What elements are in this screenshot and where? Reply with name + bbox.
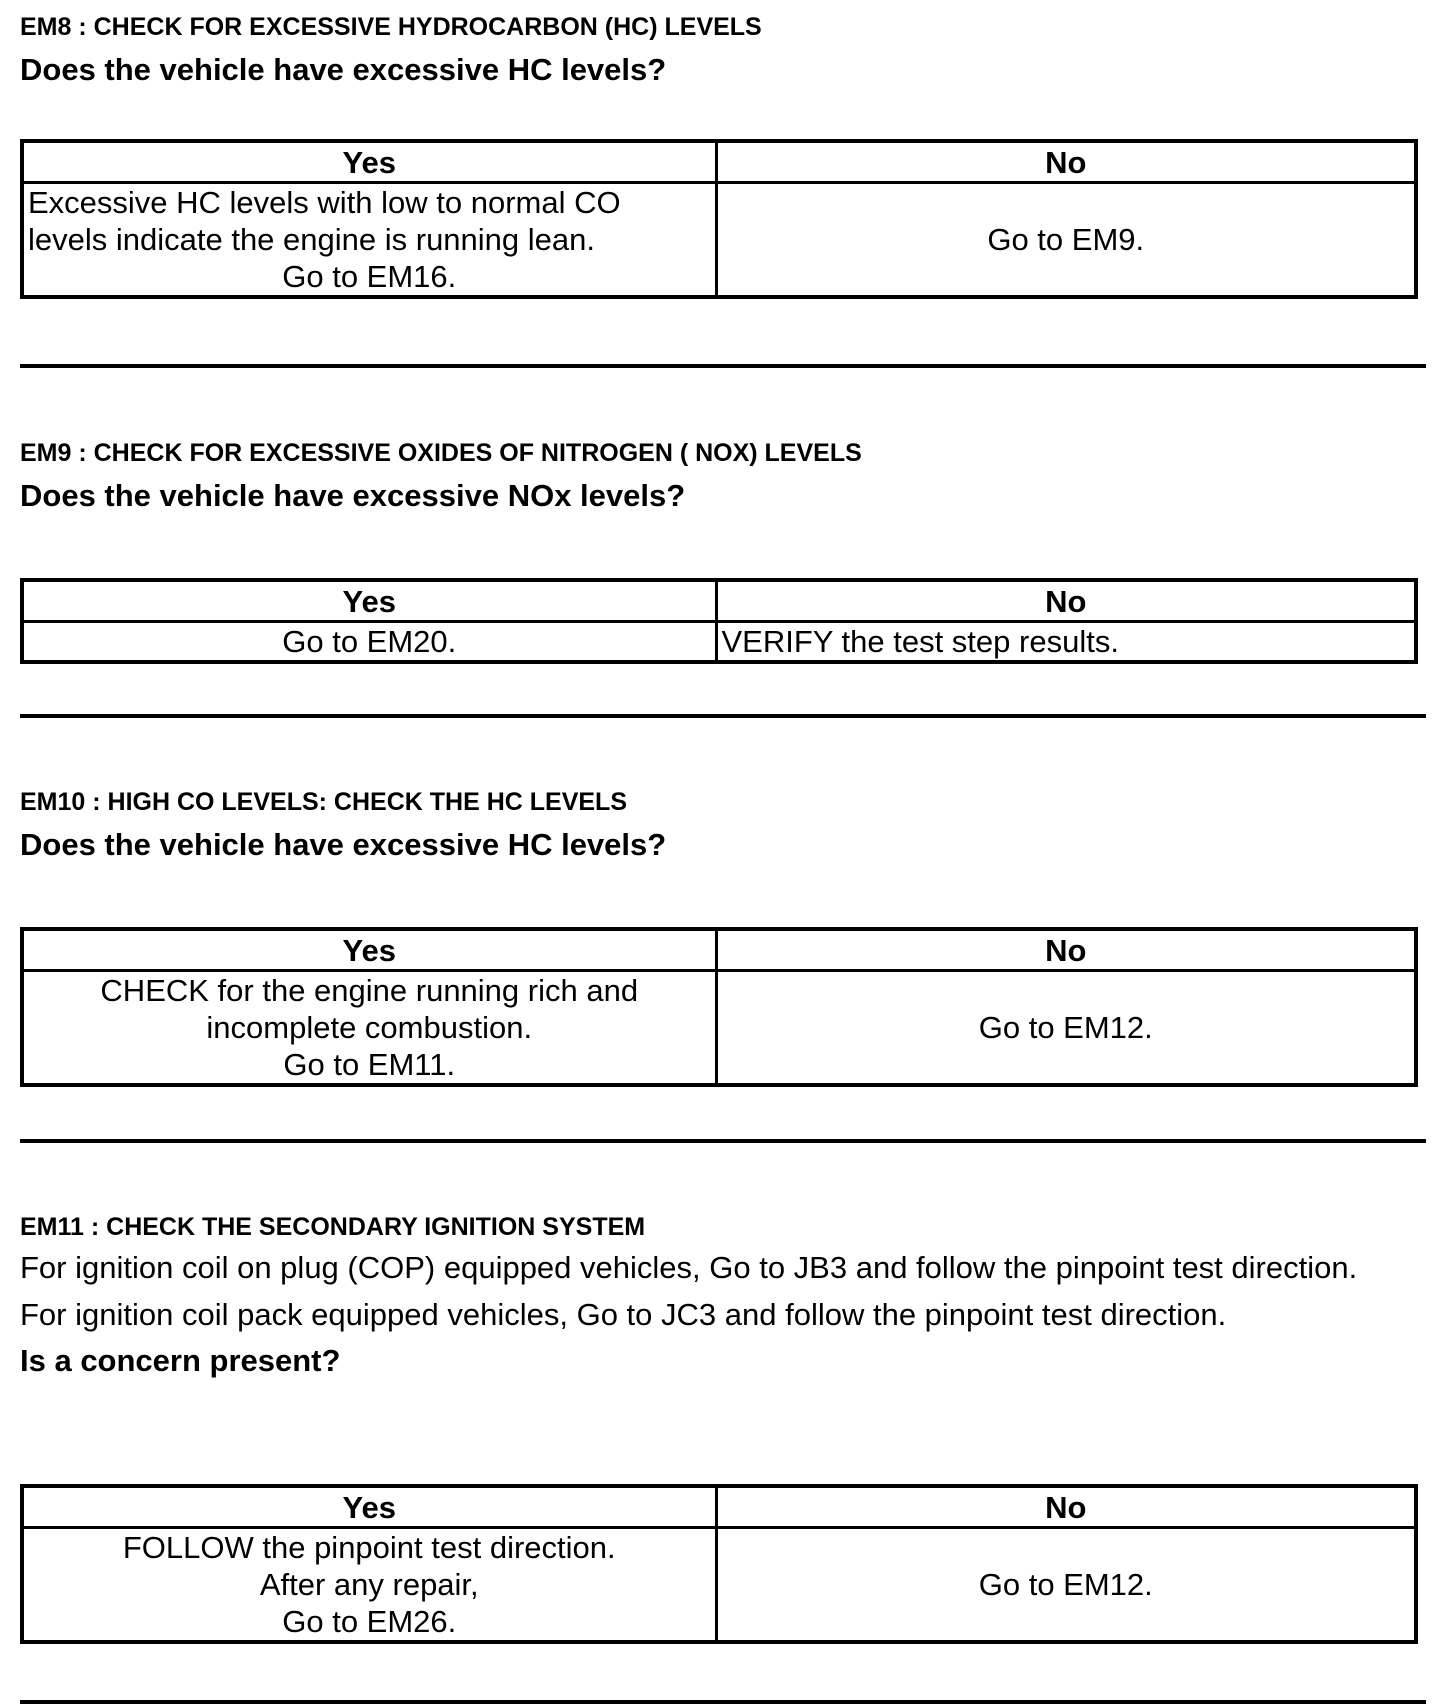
- step-em11: [20, 1212, 1420, 1639]
- yes-line: Excessive HC levels with low to normal CO: [28, 185, 621, 220]
- yes-header: Yes: [22, 929, 716, 971]
- yes-cell: [22, 183, 716, 298]
- step-title: EM11 : CHECK THE SECONDARY IGNITION SYSTEM: [20, 1213, 646, 1241]
- step-title: EM10 : HIGH CO LEVELS: CHECK THE HC LEVELS: [20, 788, 628, 816]
- no-header: No: [716, 141, 1416, 183]
- step-em8: [20, 12, 1420, 294]
- yes-line: levels indicate the engine is running lean.: [28, 222, 595, 257]
- decision-table: [20, 139, 1418, 299]
- no-line: Go to EM9.: [987, 222, 1145, 257]
- yes-cell: [22, 971, 716, 1086]
- no-line: Go to EM12.: [978, 1010, 1153, 1045]
- instruction-paragraph: For ignition coil pack equipped vehicles, Go to JC3 and follow the pinpoint test direction.: [20, 1297, 1227, 1332]
- no-header: No: [716, 1486, 1416, 1528]
- yes-cell: [22, 1528, 716, 1643]
- decision-table: [20, 927, 1418, 1087]
- yes-line: Go to EM16.: [282, 259, 457, 294]
- step-title: EM8 : CHECK FOR EXCESSIVE HYDROCARBON (HC) LEVELS: [20, 13, 762, 41]
- yes-header: Yes: [22, 141, 716, 183]
- no-cell: [716, 1528, 1416, 1643]
- decision-table: [20, 1484, 1418, 1644]
- yes-cell: [22, 622, 716, 663]
- no-header: No: [716, 929, 1416, 971]
- section-divider: [20, 714, 1426, 718]
- no-line: VERIFY the test step results.: [721, 624, 1119, 659]
- yes-line: Go to EM20.: [282, 624, 457, 659]
- yes-header: Yes: [22, 580, 716, 622]
- yes-line: Go to EM26.: [282, 1604, 457, 1639]
- instruction-paragraph: For ignition coil on plug (COP) equipped vehicles, Go to JB3 and follow the pinpoint test direction.: [20, 1250, 1358, 1285]
- decision-table: [20, 578, 1418, 664]
- no-cell: [716, 971, 1416, 1086]
- step-em9: [20, 438, 1420, 659]
- yes-line: After any repair,: [259, 1567, 479, 1602]
- yes-line: Go to EM11.: [283, 1047, 456, 1082]
- no-line: Go to EM12.: [978, 1567, 1153, 1602]
- step-question: Does the vehicle have excessive HC levels?: [20, 827, 667, 862]
- yes-line: incomplete combustion.: [206, 1010, 533, 1045]
- section-divider: [20, 364, 1426, 368]
- step-question: Is a concern present?: [20, 1343, 341, 1378]
- step-question: Does the vehicle have excessive NOx levels?: [20, 478, 686, 513]
- yes-header: Yes: [22, 1486, 716, 1528]
- section-divider: [20, 1139, 1426, 1143]
- section-divider: [20, 1700, 1426, 1704]
- step-em10: [20, 787, 1420, 1082]
- no-header: No: [716, 580, 1416, 622]
- step-question: Does the vehicle have excessive HC levels?: [20, 52, 667, 87]
- yes-line: CHECK for the engine running rich and: [100, 973, 639, 1008]
- no-cell: [716, 622, 1416, 663]
- step-title: EM9 : CHECK FOR EXCESSIVE OXIDES OF NITROGEN ( NOX) LEVELS: [20, 439, 862, 467]
- no-cell: [716, 183, 1416, 298]
- yes-line: FOLLOW the pinpoint test direction.: [122, 1530, 616, 1565]
